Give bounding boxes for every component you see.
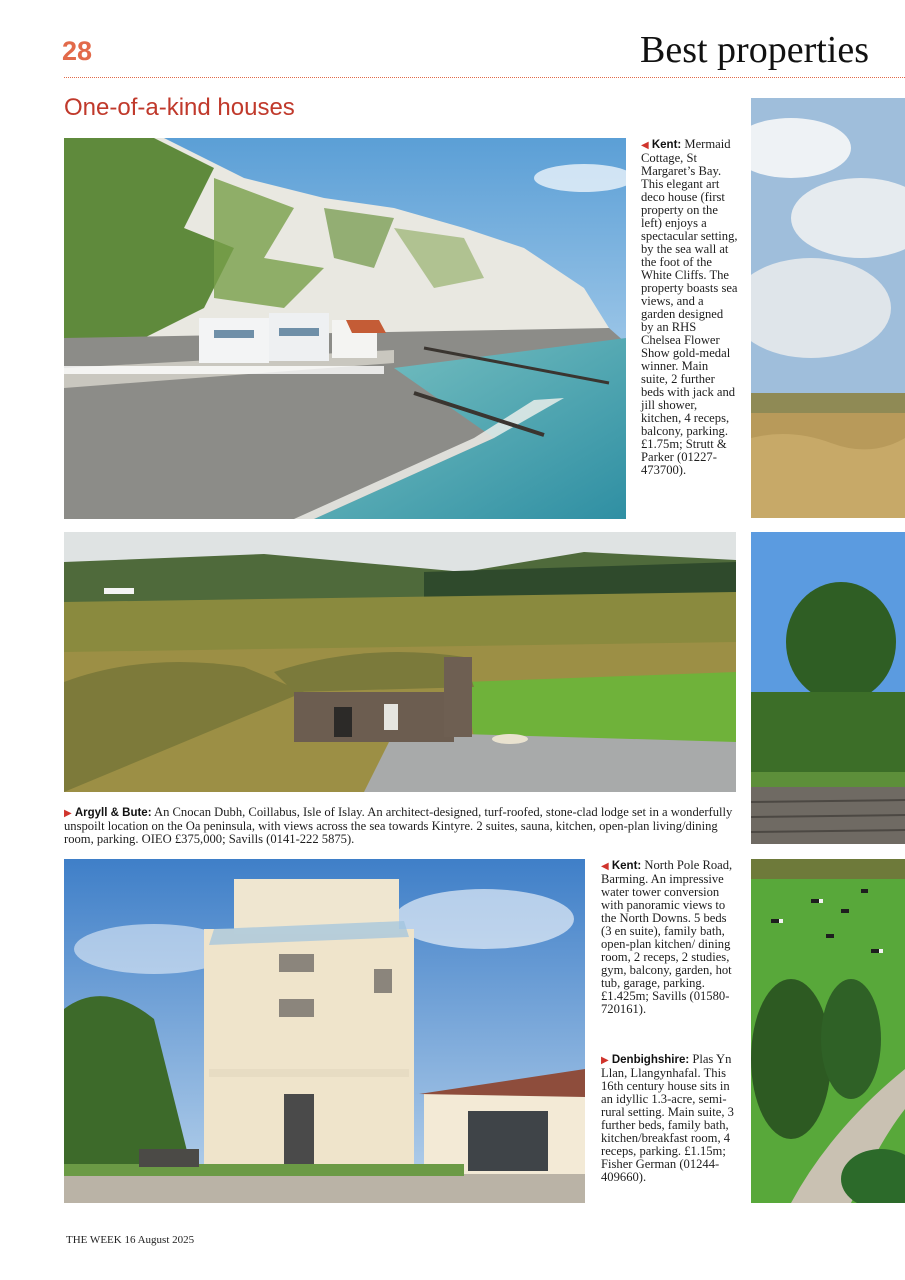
caption-text: Mermaid Cottage, St Margaret’s Bay. This elegant art deco house (first property on the left) enjoys a spectacular setting, by the sea wall at the foot of the White Cliffs. The property boasts sea views, and a garden designed by an RHS Chelsea Flower Show gold-medal winner. Main suite, 2 further beds with jack and jill shower, kitchen, 4 receps, balcony, parking. £1.75m; Strutt & Parker (01227-473700).: [641, 137, 738, 477]
footer-publication: THE WEEK: [66, 1234, 122, 1246]
page-heading: One-of-a-kind houses: [64, 94, 295, 121]
footer: [66, 1234, 194, 1246]
photo-strip-meadow: [751, 98, 905, 518]
caption-text: North Pole Road, Barming. An impressive water tower conversion with panoramic views to the North Downs. 5 beds (3 en suite), family bath, open-plan kitchen/ dining room, 2 receps, 2 studies, gym, balcony, garden, hot tub, garage, parking. £1.425m; Savills (01580-720161).: [601, 858, 733, 1016]
photo-an-cnocan-dubh: [64, 532, 736, 792]
caption-text: Plas Yn Llan, Llangynhafal. This 16th century house sits in an idyllic 1.3-acre, semi-rural setting. Main suite, 3 further beds, family bath, kitchen/breakfast room, 4 receps, parking. £1.15m; Fisher German (01244-409660).: [601, 1052, 734, 1184]
section-title: Best properties: [639, 29, 869, 71]
caption-kent-barming: [601, 859, 736, 1016]
photo-mermaid-cottage: [64, 138, 626, 519]
page-number: 28: [62, 36, 93, 66]
caption-location: Denbighshire:: [611, 1054, 690, 1066]
header-divider: [64, 77, 905, 78]
arrow-right-icon: ▶: [64, 808, 72, 819]
arrow-right-icon: ▶: [601, 1055, 609, 1066]
caption-kent-mermaid-cottage: [641, 138, 738, 477]
arrow-left-icon: ◀: [641, 140, 649, 151]
caption-denbighshire: [601, 1053, 736, 1184]
arrow-left-icon: ◀: [601, 861, 609, 872]
photo-strip-plas-yn-llan: [751, 859, 905, 1203]
caption-location: Kent:: [651, 139, 682, 151]
photo-strip-trees: [751, 532, 905, 844]
caption-text: An Cnocan Dubh, Coillabus, Isle of Islay. An architect-designed, turf-roofed, stone-clad lodge set in a wonderfully unspoilt location on the Oa peninsula, with views across the sea towards Kintyre. 2 suites, sauna, kitchen, open-plan living/dining room, parking. OIEO £375,000; Savills (0141-222 5875).: [64, 805, 733, 846]
caption-argyll-bute: [64, 806, 736, 846]
caption-location: Kent:: [611, 860, 642, 872]
photo-water-tower: [64, 859, 585, 1203]
caption-location: Argyll & Bute:: [74, 807, 152, 819]
footer-date: 16 August 2025: [124, 1234, 195, 1246]
